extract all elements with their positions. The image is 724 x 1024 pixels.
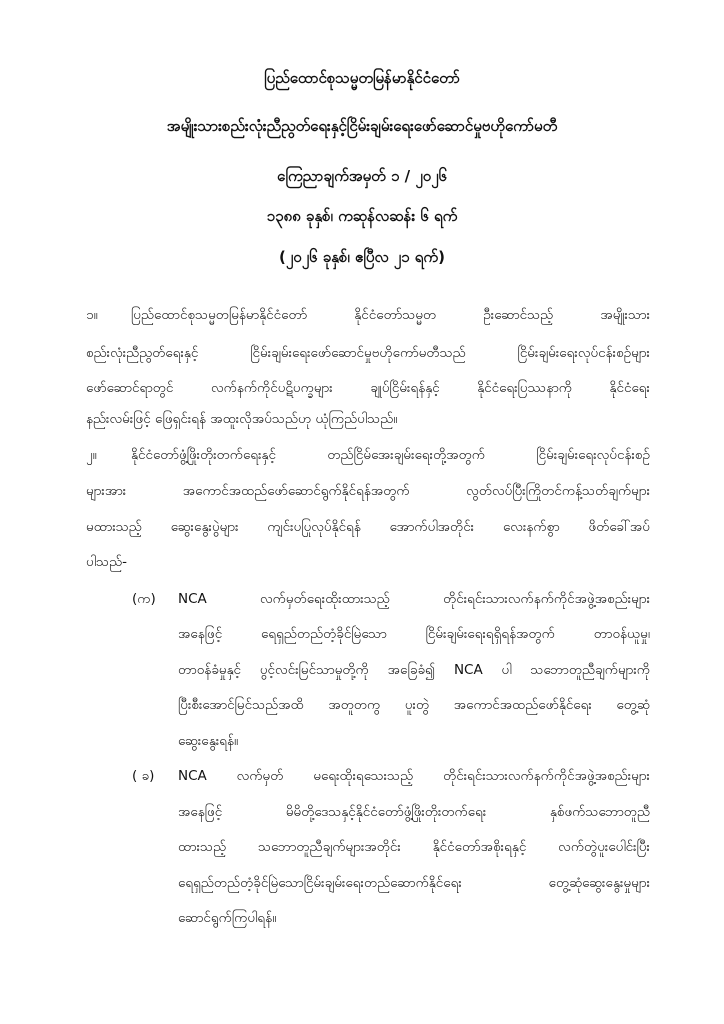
item-a-line: NCA လက်မှတ်ရေးထိုးထားသည့် တိုင်းရင်းသားလက်နက်ကိုင်အဖွဲ့အစည်းများ	[178, 591, 650, 607]
item-b-line: ဆောင်ရွက်ကြပါရန်။	[178, 910, 277, 926]
paragraph-1-line: ပြည်ထောင်စုသမ္မတမြန်မာနိုင်ငံတော် နိုင်ငံတော်သမ္မတ ဦးဆောင်သည့် အမျိုးသား	[131, 307, 650, 323]
item-a-line: တာဝန်ခံမှုနှင့် ပွင့်လင်းမြင်သာမှုတို့ကို အခြေခံ၍ NCA ပါ သဘောတူညီချက်များကို	[178, 662, 650, 678]
paragraph-1-line: စည်းလုံးညီညွတ်ရေးနှင့် ငြိမ်းချမ်းရေးဖော်ဆောင်မှုဗဟိုကော်မတီသည် ငြိမ်းချမ်းရေးလုပ်ငန်းစဉ်များ	[86, 345, 650, 361]
item-a-line: ဆွေးနွေးရန်။	[178, 733, 239, 749]
item-b-line: အနေဖြင့် မိမိတို့ဒေသနှင့်နိုင်ငံတော်ဖွံ့ဖြိုးတိုးတက်ရေး နှစ်ဖက်သဘောတူညီ	[178, 804, 650, 820]
item-a-line: အနေဖြင့် ရေရှည်တည်တံ့ခိုင်မြဲသော ငြိမ်းချမ်းရေးရရှိရန်အတွက် တာဝန်ယူမှု၊	[178, 626, 650, 642]
gregorian-date: (၂၀၂၆ ခုနှစ်၊ ဧပြီလ ၂၁ ရက်)	[279, 248, 445, 266]
paragraph-2-line: မထားသည့် ဆွေးနွေးပွဲများ ကျင်းပပြုလုပ်နိုင်ရန် အောက်ပါအတိုင်း လေးနက်စွာ ဖိတ်ခေါ်အပ်	[86, 519, 650, 535]
item-b-line: ရေရှည်တည်တံ့ခိုင်မြဲသောငြိမ်းချမ်းရေးတည်ဆောက်နိုင်ရေး တွေ့ဆုံဆွေးနွေးမှုများ	[178, 875, 650, 891]
header-committee-name: အမျိုးသားစည်းလုံးညီညွတ်ရေးနှင့်ငြိမ်းချမ်းရေးဖော်ဆောင်မှုဗဟိုကော်မတီ	[166, 117, 558, 135]
paragraph-2-line: ပါသည်-	[86, 554, 128, 570]
header-country-name: ပြည်ထောင်စုသမ္မတမြန်မာနိုင်ငံတော်	[264, 69, 460, 87]
item-a-label: (က)	[132, 591, 156, 607]
item-b-line: NCA လက်မှတ် မရေးထိုးရသေးသည့် တိုင်းရင်းသားလက်နက်ကိုင်အဖွဲ့အစည်းများ	[178, 768, 650, 784]
item-b-line: ထားသည့် သဘောတူညီချက်များအတိုင်း နိုင်ငံတော်အစိုးရနှင့် လက်တွဲပူးပေါင်းပြီး	[178, 839, 650, 855]
item-b-label: ( ခ)	[132, 768, 155, 784]
myanmar-date: ၁၃၈၈ ခုနှစ်၊ ကဆုန်လဆန်း ၆ ရက်	[266, 207, 458, 225]
announcement-number: ကြေညာချက်အမှတ် ၁ / ၂၀၂၆	[277, 167, 447, 185]
paragraph-1-number: ၁။	[86, 307, 98, 323]
paragraph-1-line: နည်းလမ်းဖြင့် ဖြေရှင်းရန် အထူးလိုအပ်သည်ဟု ယုံကြည်ပါသည်။	[86, 411, 398, 427]
paragraph-2-line: များအား အကောင်အထည်ဖော်ဆောင်ရွက်နိုင်ရန်အတွက် လွတ်လပ်ပြီးကြိုတင်ကန့်သတ်ချက်များ	[86, 483, 650, 499]
paragraph-1-line: ဖော်ဆောင်ရာတွင် လက်နက်ကိုင်ပဋိပက္ခများ ချုပ်ငြိမ်းရန်နှင့် နိုင်ငံရေးပြဿနာကို နိုင်ငံရေး	[86, 380, 650, 396]
paragraph-2-number: ၂။	[86, 447, 97, 463]
item-a-line: ပြီးစီးအောင်မြင်သည်အထိ အတူတကွ ပူးတွဲ အကောင်အထည်ဖော်နိုင်ရေး တွေ့ဆုံ	[178, 697, 650, 713]
paragraph-2-line: နိုင်ငံတော်ဖွံ့ဖြိုးတိုးတက်ရေးနှင့် တည်ငြိမ်အေးချမ်းရေးတို့အတွက် ငြိမ်းချမ်းရေးလုပ်ငန်းစဉ်	[131, 447, 650, 463]
